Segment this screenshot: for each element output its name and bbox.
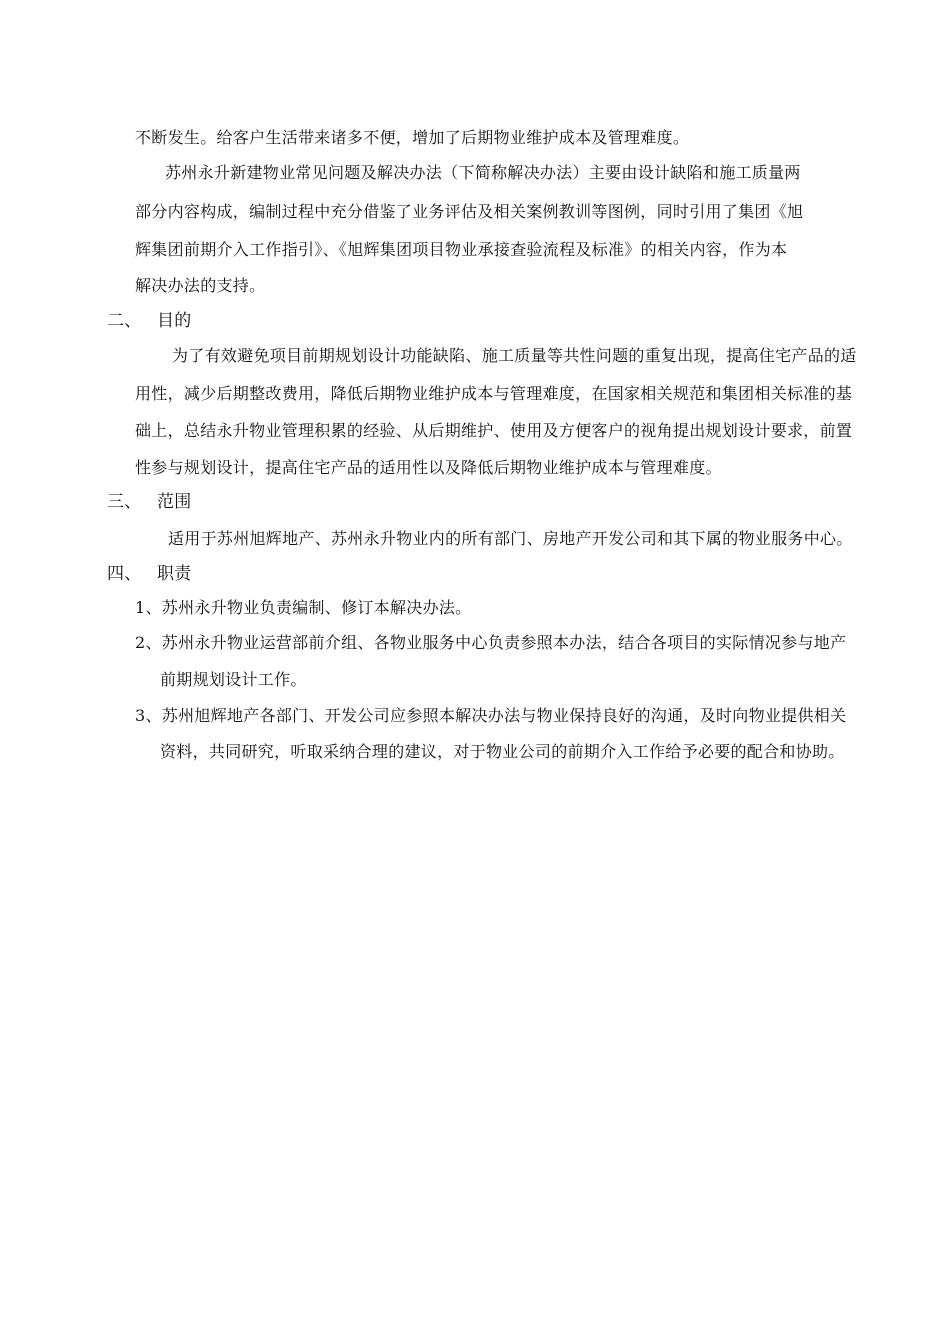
section-3-heading (107, 492, 192, 512)
intro-line-3: 部分内容构成，编制过程中充分借鉴了业务评估及相关案例教训等图例，同时引用了集团《旭 (135, 202, 804, 221)
section-4-number: 四、 (107, 564, 142, 584)
section-3-line-1: 适用于苏州旭辉地产、苏州永升物业内的所有部门、房地产开发公司和其下属的物业服务中心。 (168, 529, 853, 548)
section-4-item-3-line-1: 3、苏州旭辉地产各部门、开发公司应参照本解决办法与物业保持良好的沟通，及时向物业提供相关 (135, 706, 847, 725)
section-4-item-2-line-1: 2、苏州永升物业运营部前介组、各物业服务中心负责参照本办法，结合各项目的实际情况参与地产 (135, 633, 847, 652)
intro-line-4: 辉集团前期介入工作指引》、《旭辉集团项目物业承接查验流程及标准》的相关内容，作为本 (135, 240, 788, 259)
section-2-line-1: 为了有效避免项目前期规划设计功能缺陷、施工质量等共性问题的重复出现，提高住宅产品的适 (172, 346, 857, 365)
section-4-item-1: 1、苏州永升物业负责编制、修订本解决办法。 (135, 598, 472, 617)
section-4-item-2-line-2: 前期规划设计工作。 (160, 670, 307, 689)
section-3-number: 三、 (107, 492, 142, 512)
section-2-heading (107, 311, 192, 331)
section-4-item-3-line-2: 资料，共同研究，听取采纳合理的建议，对于物业公司的前期介入工作给予必要的配合和协助。 (160, 742, 845, 761)
section-2-line-2: 用性，减少后期整改费用，降低后期物业维护成本与管理难度，在国家相关规范和集团相关标准的基 (135, 384, 853, 403)
section-2-number: 二、 (107, 311, 142, 331)
section-2-line-3: 础上，总结永升物业管理积累的经验、从后期维护、使用及方便客户的视角提出规划设计要求，前置 (135, 421, 853, 440)
intro-line-5: 解决办法的支持。 (135, 276, 266, 295)
intro-line-2: 苏州永升新建物业常见问题及解决办法（下简称解决办法）主要由设计缺陷和施工质量两 (165, 163, 801, 182)
section-2-line-4: 性参与规划设计，提高住宅产品的适用性以及降低后期物业维护成本与管理难度。 (135, 458, 722, 477)
section-4-title: 职责 (157, 564, 192, 584)
intro-line-1: 不断发生。给客户生活带来诸多不便，增加了后期物业维护成本及管理难度。 (135, 128, 690, 147)
section-4-heading (107, 564, 192, 584)
section-3-title: 范围 (157, 492, 192, 512)
section-2-title: 目的 (157, 311, 192, 331)
